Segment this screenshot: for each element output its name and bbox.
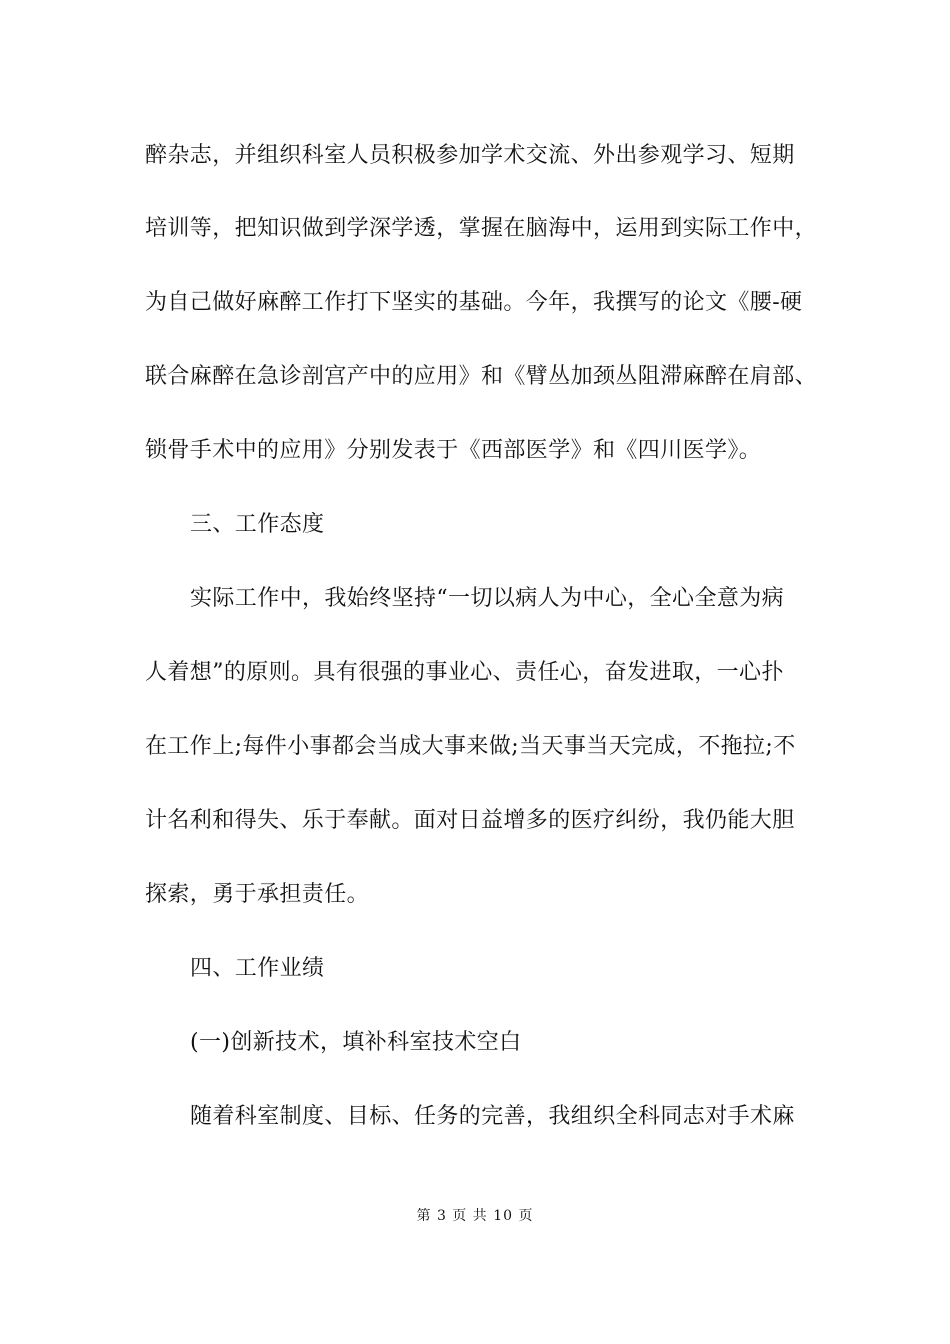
page-footer: 第 3 页 共 10 页	[416, 1208, 534, 1224]
paragraph-line: 培训等，把知识做到学深学透，掌握在脑海中，运用到实际工作中，	[145, 216, 818, 241]
paragraph-line: 联合麻醉在急诊剖宫产中的应用》和《臂丛加颈丛阻滞麻醉在肩部、	[145, 364, 818, 389]
paragraph-line: 人着想”的原则。具有很强的事业心、责任心，奋发进取，一心扑	[145, 660, 784, 685]
paragraph-line: 实际工作中，我始终坚持“一切以病人为中心，全心全意为病	[190, 586, 785, 611]
paragraph-line: 探索，勇于承担责任。	[145, 882, 370, 907]
paragraph-line: 为自己做好麻醉工作打下坚实的基础。今年，我撰写的论文《腰-硬	[145, 290, 803, 315]
paragraph-line: 计名利和得失、乐于奉献。面对日益增多的医疗纠纷，我仍能大胆	[145, 808, 795, 833]
paragraph-line: 锁骨手术中的应用》分别发表于《西部医学》和《四川医学》。	[145, 438, 762, 463]
section-heading: 三、工作态度	[190, 512, 325, 537]
paragraph-line: 随着科室制度、目标、任务的完善，我组织全科同志对手术麻	[190, 1104, 795, 1129]
section-heading: 四、工作业绩	[190, 956, 325, 981]
paragraph-line: 在工作上;每件小事都会当成大事来做;当天事当天完成，不拖拉;不	[145, 734, 796, 759]
subsection-heading: (一)创新技术，填补科室技术空白	[190, 1030, 522, 1055]
paragraph-line: 醉杂志，并组织科室人员积极参加学术交流、外出参观学习、短期	[145, 143, 795, 168]
